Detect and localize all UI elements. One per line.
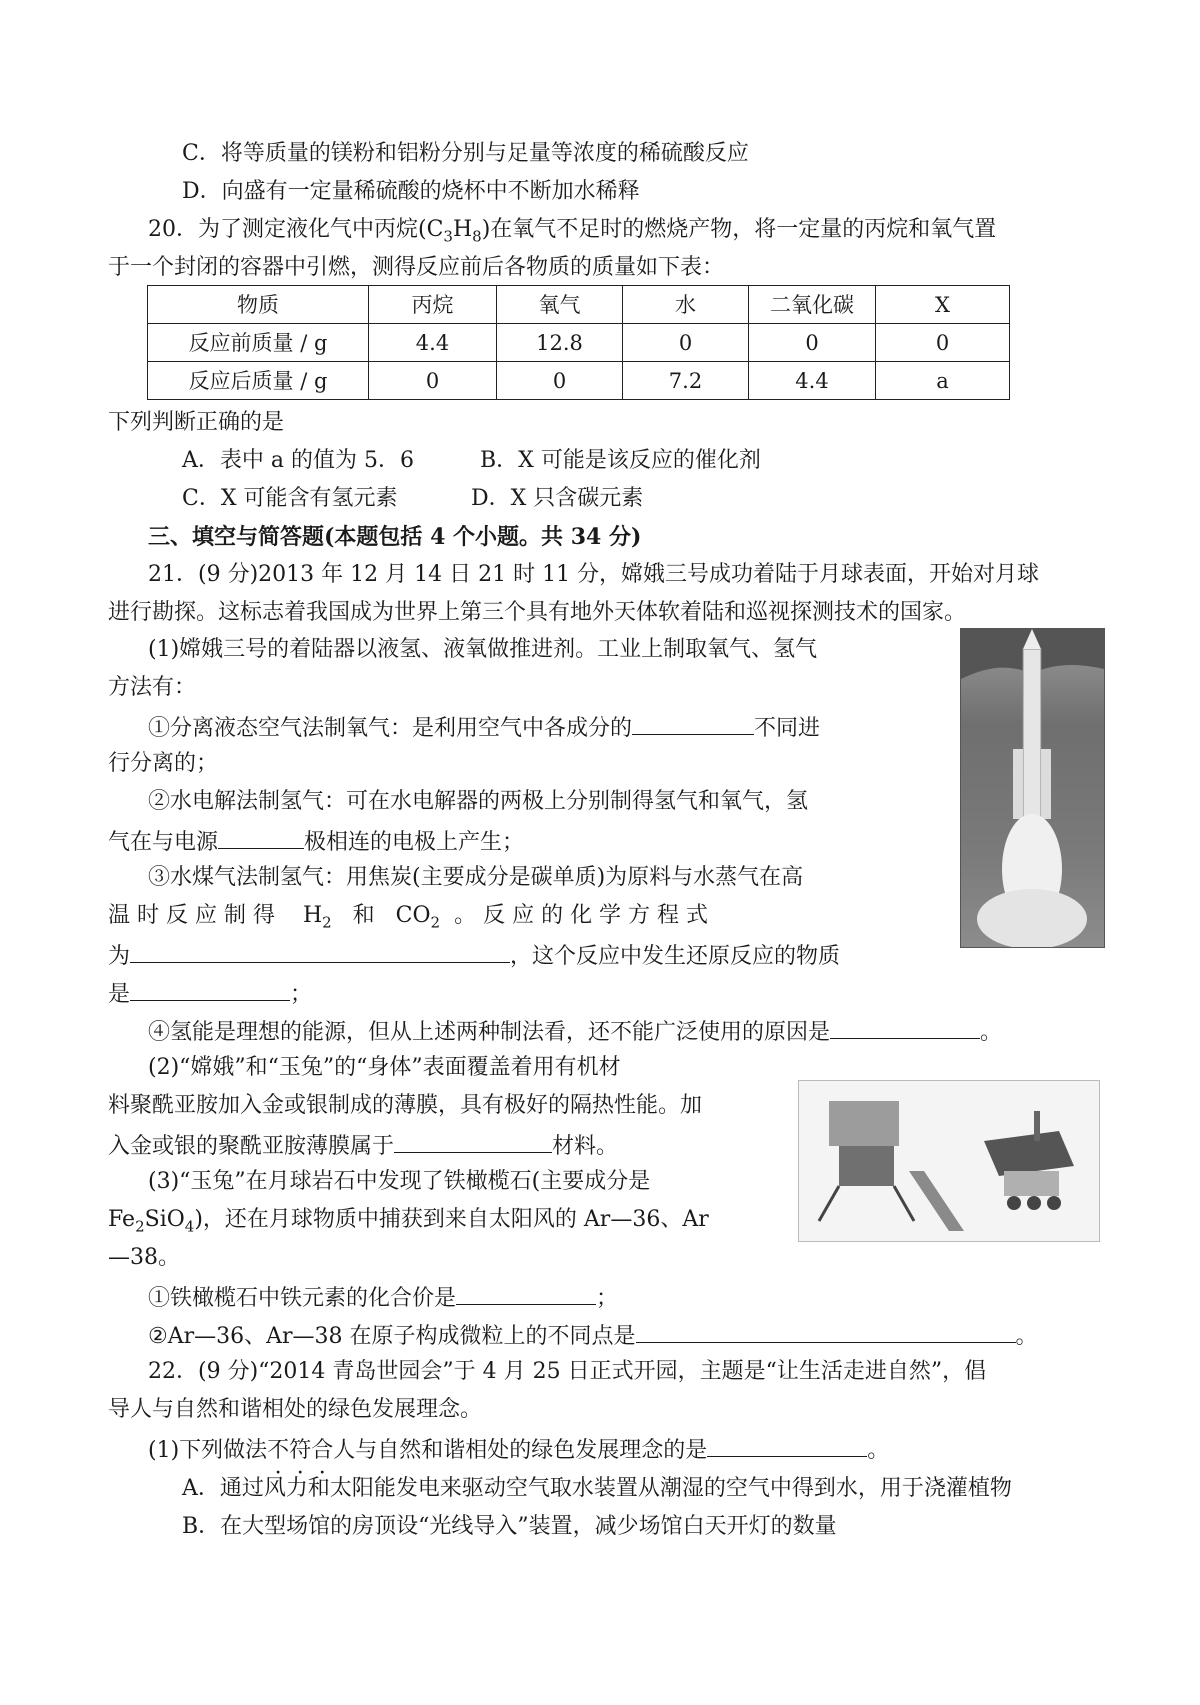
table-cell: 0 xyxy=(369,362,497,400)
answer-blank-equation[interactable] xyxy=(130,936,510,963)
answer-blank-1[interactable] xyxy=(632,708,754,735)
table-cell: 反应后质量 / g xyxy=(148,362,369,400)
q22-intro-line2: 导人与自然和谐相处的绿色发展理念。 xyxy=(108,1397,483,1422)
q21-part3-line3: —38。 xyxy=(108,1245,180,1270)
table-cell: 反应前质量 / g xyxy=(148,324,369,362)
q21-sub3-line3: 为 ，这个反应中发生还原反应的物质 xyxy=(108,936,840,975)
answer-blank-5[interactable] xyxy=(394,1126,552,1153)
header-cell: 二氧化碳 xyxy=(749,286,876,324)
q21-part2-line1: (2)“嫦娥”和“玉兔”的“身体”表面覆盖着用有机材 xyxy=(148,1055,621,1080)
q20-stem-line1: 20．为了测定液化气中丙烷$(C_3H_8)$在氧气不足时的燃烧产物，将一定量的丙烷和氧气置 xyxy=(148,217,997,246)
lander-and-rover-photo xyxy=(798,1080,1100,1242)
header-cell: 水 xyxy=(623,286,749,324)
table-cell: 0 xyxy=(623,324,749,362)
q21-part1-line1: (1)嫦娥三号的着陆器以液氢、液氧做推进剂。工业上制取氧气、氢气 xyxy=(148,637,818,662)
answer-blank-8[interactable] xyxy=(707,1430,867,1457)
q20-prompt: 下列判断正确的是 xyxy=(108,410,285,435)
answer-blank-6[interactable] xyxy=(456,1278,596,1305)
table-cell: 4.4 xyxy=(749,362,876,400)
q20-option-d: D．X 只含碳元素 xyxy=(471,486,644,511)
header-cell: 丙烷 xyxy=(369,286,497,324)
q21-part1-line2: 方法有： xyxy=(108,675,197,700)
q21-sub1-line2: 行分离的； xyxy=(108,751,219,776)
emphasis-char: 符 xyxy=(289,1438,312,1463)
section-heading: 三、填空与简答题(本题包括 4 个小题。共 34 分) xyxy=(148,524,642,550)
header-cell: 物质 xyxy=(148,286,369,324)
answer-blank-7[interactable] xyxy=(636,1316,1016,1343)
table-cell: 7.2 xyxy=(623,362,749,400)
table-row xyxy=(148,362,1010,400)
q22-option-a: A．通过风力和太阳能发电来驱动空气取水装置从潮湿的空气中得到水，用于浇灌植物 xyxy=(182,1476,1012,1501)
q21-part3-line2: $Fe_2SiO_4$)，还在月球物质中捕获到来自太阳风的 Ar—36、Ar xyxy=(108,1207,709,1236)
table-row xyxy=(148,324,1010,362)
q20-option-c: C．X 可能含有氢元素 xyxy=(182,486,398,511)
rocket-launch-photo xyxy=(960,628,1105,948)
table-cell: 12.8 xyxy=(497,324,623,362)
table-cell: 0 xyxy=(749,324,876,362)
header-cell: X xyxy=(876,286,1010,324)
q21-intro-line2: 进行勘探。这标志着我国成为世界上第三个具有地外天体软着陆和巡视探测技术的国家。 xyxy=(108,600,967,625)
q19-option-d: D．向盛有一定量稀硫酸的烧杯中不断加水稀释 xyxy=(182,179,640,204)
q22-intro-line1: 22．(9 分)“2014 青岛世园会”于 4 月 25 日正式开园，主题是“让生活走进自然”，倡 xyxy=(148,1359,987,1384)
q20-option-a: A．表中 a 的值为 5．6 xyxy=(182,448,414,473)
q21-part3-sub2: ②Ar—36、Ar—38 在原子构成微粒上的不同点是 。 xyxy=(148,1316,1038,1355)
q21-sub2-line1: ②水电解法制氢气：可在水电解器的两极上分别制得氢气和氧气，氢 xyxy=(148,789,809,814)
q21-part2-line3: 入金或银的聚酰亚胺薄膜属于 材料。 xyxy=(108,1126,618,1165)
q21-part2-line2: 料聚酰亚胺加入金或银制成的薄膜，具有极好的隔热性能。加 xyxy=(108,1093,703,1118)
table-header-row xyxy=(148,286,1010,324)
q21-part3-line1: (3)“玉兔”在月球岩石中发现了铁橄榄石(主要成分是 xyxy=(148,1169,651,1194)
q19-option-c: C．将等质量的镁粉和铝粉分别与足量等浓度的稀硫酸反应 xyxy=(182,141,749,166)
q21-part3-sub1: ①铁橄榄石中铁元素的化合价是 ； xyxy=(148,1278,618,1317)
emphasis-char: 合 xyxy=(311,1438,334,1463)
q21-sub3-line1: ③水煤气法制氢气：用焦炭(主要成分是碳单质)为原料与水蒸气在高 xyxy=(148,865,804,890)
q21-intro-line1: 21．(9 分)2013 年 12 月 14 日 21 时 11 分，嫦娥三号成功着陆于月球表面，开始对月球 xyxy=(148,562,1040,587)
q22-option-b: B．在大型场馆的房顶设“光线导入”装置，减少场馆白天开灯的数量 xyxy=(182,1514,837,1539)
q21-sub3-line2: 温 时 反 应 制 得 $H_2$ 和 $CO_2$ 。 反 应 的 化 学 方 程 式 xyxy=(108,903,709,932)
q22-part1: (1)下列做法不符合人与自然和谐相处的绿色发展理念的是 。 xyxy=(148,1430,889,1469)
q20-option-b: B．X 可能是该反应的催化剂 xyxy=(480,448,761,473)
answer-blank-3[interactable] xyxy=(130,974,290,1001)
q21-sub2-line2: 气在与电源 极相连的电极上产生； xyxy=(108,822,524,861)
header-cell: 氧气 xyxy=(497,286,623,324)
table-cell: a xyxy=(876,362,1010,400)
mass-table xyxy=(147,285,1010,400)
q21-sub3-line4: 是 ； xyxy=(108,974,312,1013)
q21-sub4: ④氢能是理想的能源，但从上述两种制法看，还不能广泛使用的原因是 。 xyxy=(148,1012,1002,1051)
table-cell: 0 xyxy=(876,324,1010,362)
answer-blank-2[interactable] xyxy=(218,822,304,849)
answer-blank-4[interactable] xyxy=(830,1012,980,1039)
q21-sub1-line1: ①分离液态空气法制氧气：是利用空气中各成分的 不同进 xyxy=(148,708,820,747)
emphasis-char: 不 xyxy=(267,1438,290,1463)
table-cell: 4.4 xyxy=(369,324,497,362)
q20-stem-line2: 于一个封闭的容器中引燃，测得反应前后各物质的质量如下表： xyxy=(108,255,725,280)
table-cell: 0 xyxy=(497,362,623,400)
